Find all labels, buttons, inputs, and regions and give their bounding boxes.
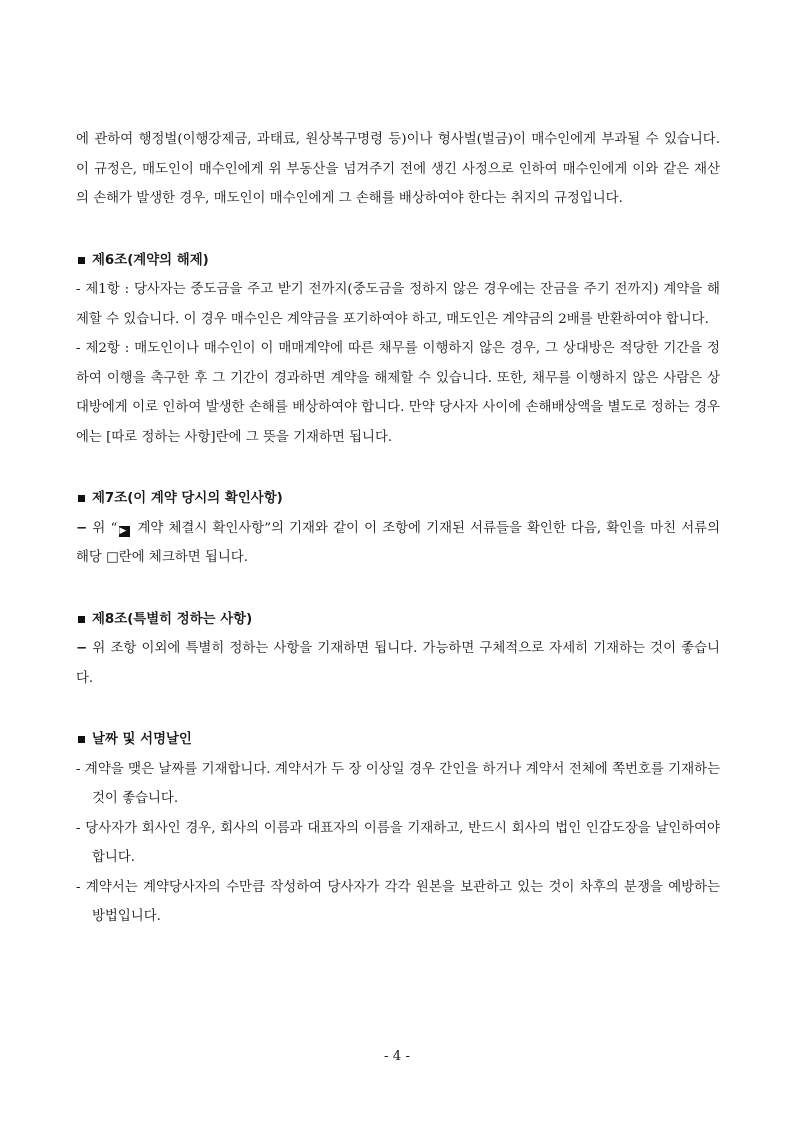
square-bullet-icon bbox=[78, 257, 85, 264]
document-body bbox=[76, 125, 720, 932]
article-8-text-body: 위 조항 이외에 특별히 정하는 사항을 기재하면 됩니다. 가능하면 구체적으로 자세히 기재하는 것이 좋습니다. bbox=[76, 641, 720, 686]
article-6-section bbox=[76, 246, 720, 453]
article-7-text bbox=[76, 514, 720, 573]
signature-heading bbox=[76, 725, 720, 755]
signature-title: 날짜 및 서명날인 bbox=[92, 732, 192, 747]
intro-paragraph: 에 관하여 행정벌(이행강제금, 과태료, 원상복구명령 등)이나 형사벌(벌금)이 매수인에게 부과될 수 있습니다. 이 규정은, 매도인이 매수인에게 위 부동산을 넘겨주기 전에 생긴 사정으로 인하여 매수인에게 이와 같은 재산의 손해가 발생한 경우, 매도인이 매수인에게 그 손해를 배상하여야 한다는 취지의 규정입니다. bbox=[76, 132, 720, 206]
signature-list bbox=[76, 755, 720, 932]
article-6-title: 제6조(계약의 해제) bbox=[92, 252, 209, 268]
article-6-clause-2: - 제2항 : 매도인이나 매수인이 이 매매계약에 따른 채무를 이행하지 않은 경우, 그 상대방은 적당한 기간을 정하여 이행을 촉구한 후 그 기간이 경과하면 계약을 해제할 수 있습니다. 또한, 채무를 이행하지 않은 사람은 상대방에게 이로 인하여 발생한 손해를 배상하여야 합니다. 만약 당사자 사이에 손해배상액을 별도로 정하는 경우에는 [따로 정하는 사항]란에 그 뜻을 기재하면 됩니다. bbox=[76, 341, 720, 445]
arrow-box-icon: ▶ bbox=[119, 526, 130, 537]
dash-marker: − bbox=[76, 520, 88, 536]
article-8-section bbox=[76, 605, 720, 694]
signature-section bbox=[76, 725, 720, 932]
article-7-text-post: 계약 체결시 확인사항”의 기재와 같이 이 조항에 기재된 서류들을 확인한 다음, 확인을 마친 서류의 해당 □란에 체크하면 됩니다. bbox=[76, 520, 721, 565]
square-bullet-icon bbox=[78, 616, 85, 623]
intro-section bbox=[76, 125, 720, 214]
square-bullet-icon bbox=[78, 495, 85, 502]
article-7-title: 제7조(이 계약 당시의 확인사항) bbox=[92, 491, 283, 506]
article-8-heading bbox=[76, 605, 720, 635]
article-6-clause-1: - 제1항 : 당사자는 중도금을 주고 받기 전까지(중도금을 정하지 않은 경우에는 잔금을 주기 전까지) 계약을 해제할 수 있습니다. 이 경우 매수인은 계약금을 포기하여야 하고, 매도인은 계약금의 2배를 반환하여야 합니다. bbox=[76, 282, 720, 327]
article-7-section bbox=[76, 484, 720, 573]
article-7-heading bbox=[76, 484, 720, 514]
article-8-text bbox=[76, 634, 720, 693]
dash-marker: − bbox=[76, 641, 88, 656]
article-6-heading bbox=[76, 246, 720, 276]
list-item: - 당사자가 회사인 경우, 회사의 이름과 대표자의 이름을 기재하고, 반드시 회사의 법인 인감도장을 날인하여야 합니다. bbox=[76, 820, 720, 865]
square-bullet-icon bbox=[78, 736, 85, 743]
page-number: - 4 - bbox=[383, 1049, 411, 1064]
article-7-text-pre: 위 “ bbox=[87, 520, 118, 536]
list-item: - 계약을 맺은 날짜를 기재합니다. 계약서가 두 장 이상일 경우 간인을 하거나 계약서 전체에 쪽번호를 기재하는 것이 좋습니다. bbox=[76, 761, 720, 806]
article-8-title: 제8조(특별히 정하는 사항) bbox=[92, 611, 253, 627]
list-item: - 계약서는 계약당사자의 수만큼 작성하여 당사자가 각각 원본을 보관하고 있는 것이 차후의 분쟁을 예방하는 방법입니다. bbox=[76, 879, 720, 924]
